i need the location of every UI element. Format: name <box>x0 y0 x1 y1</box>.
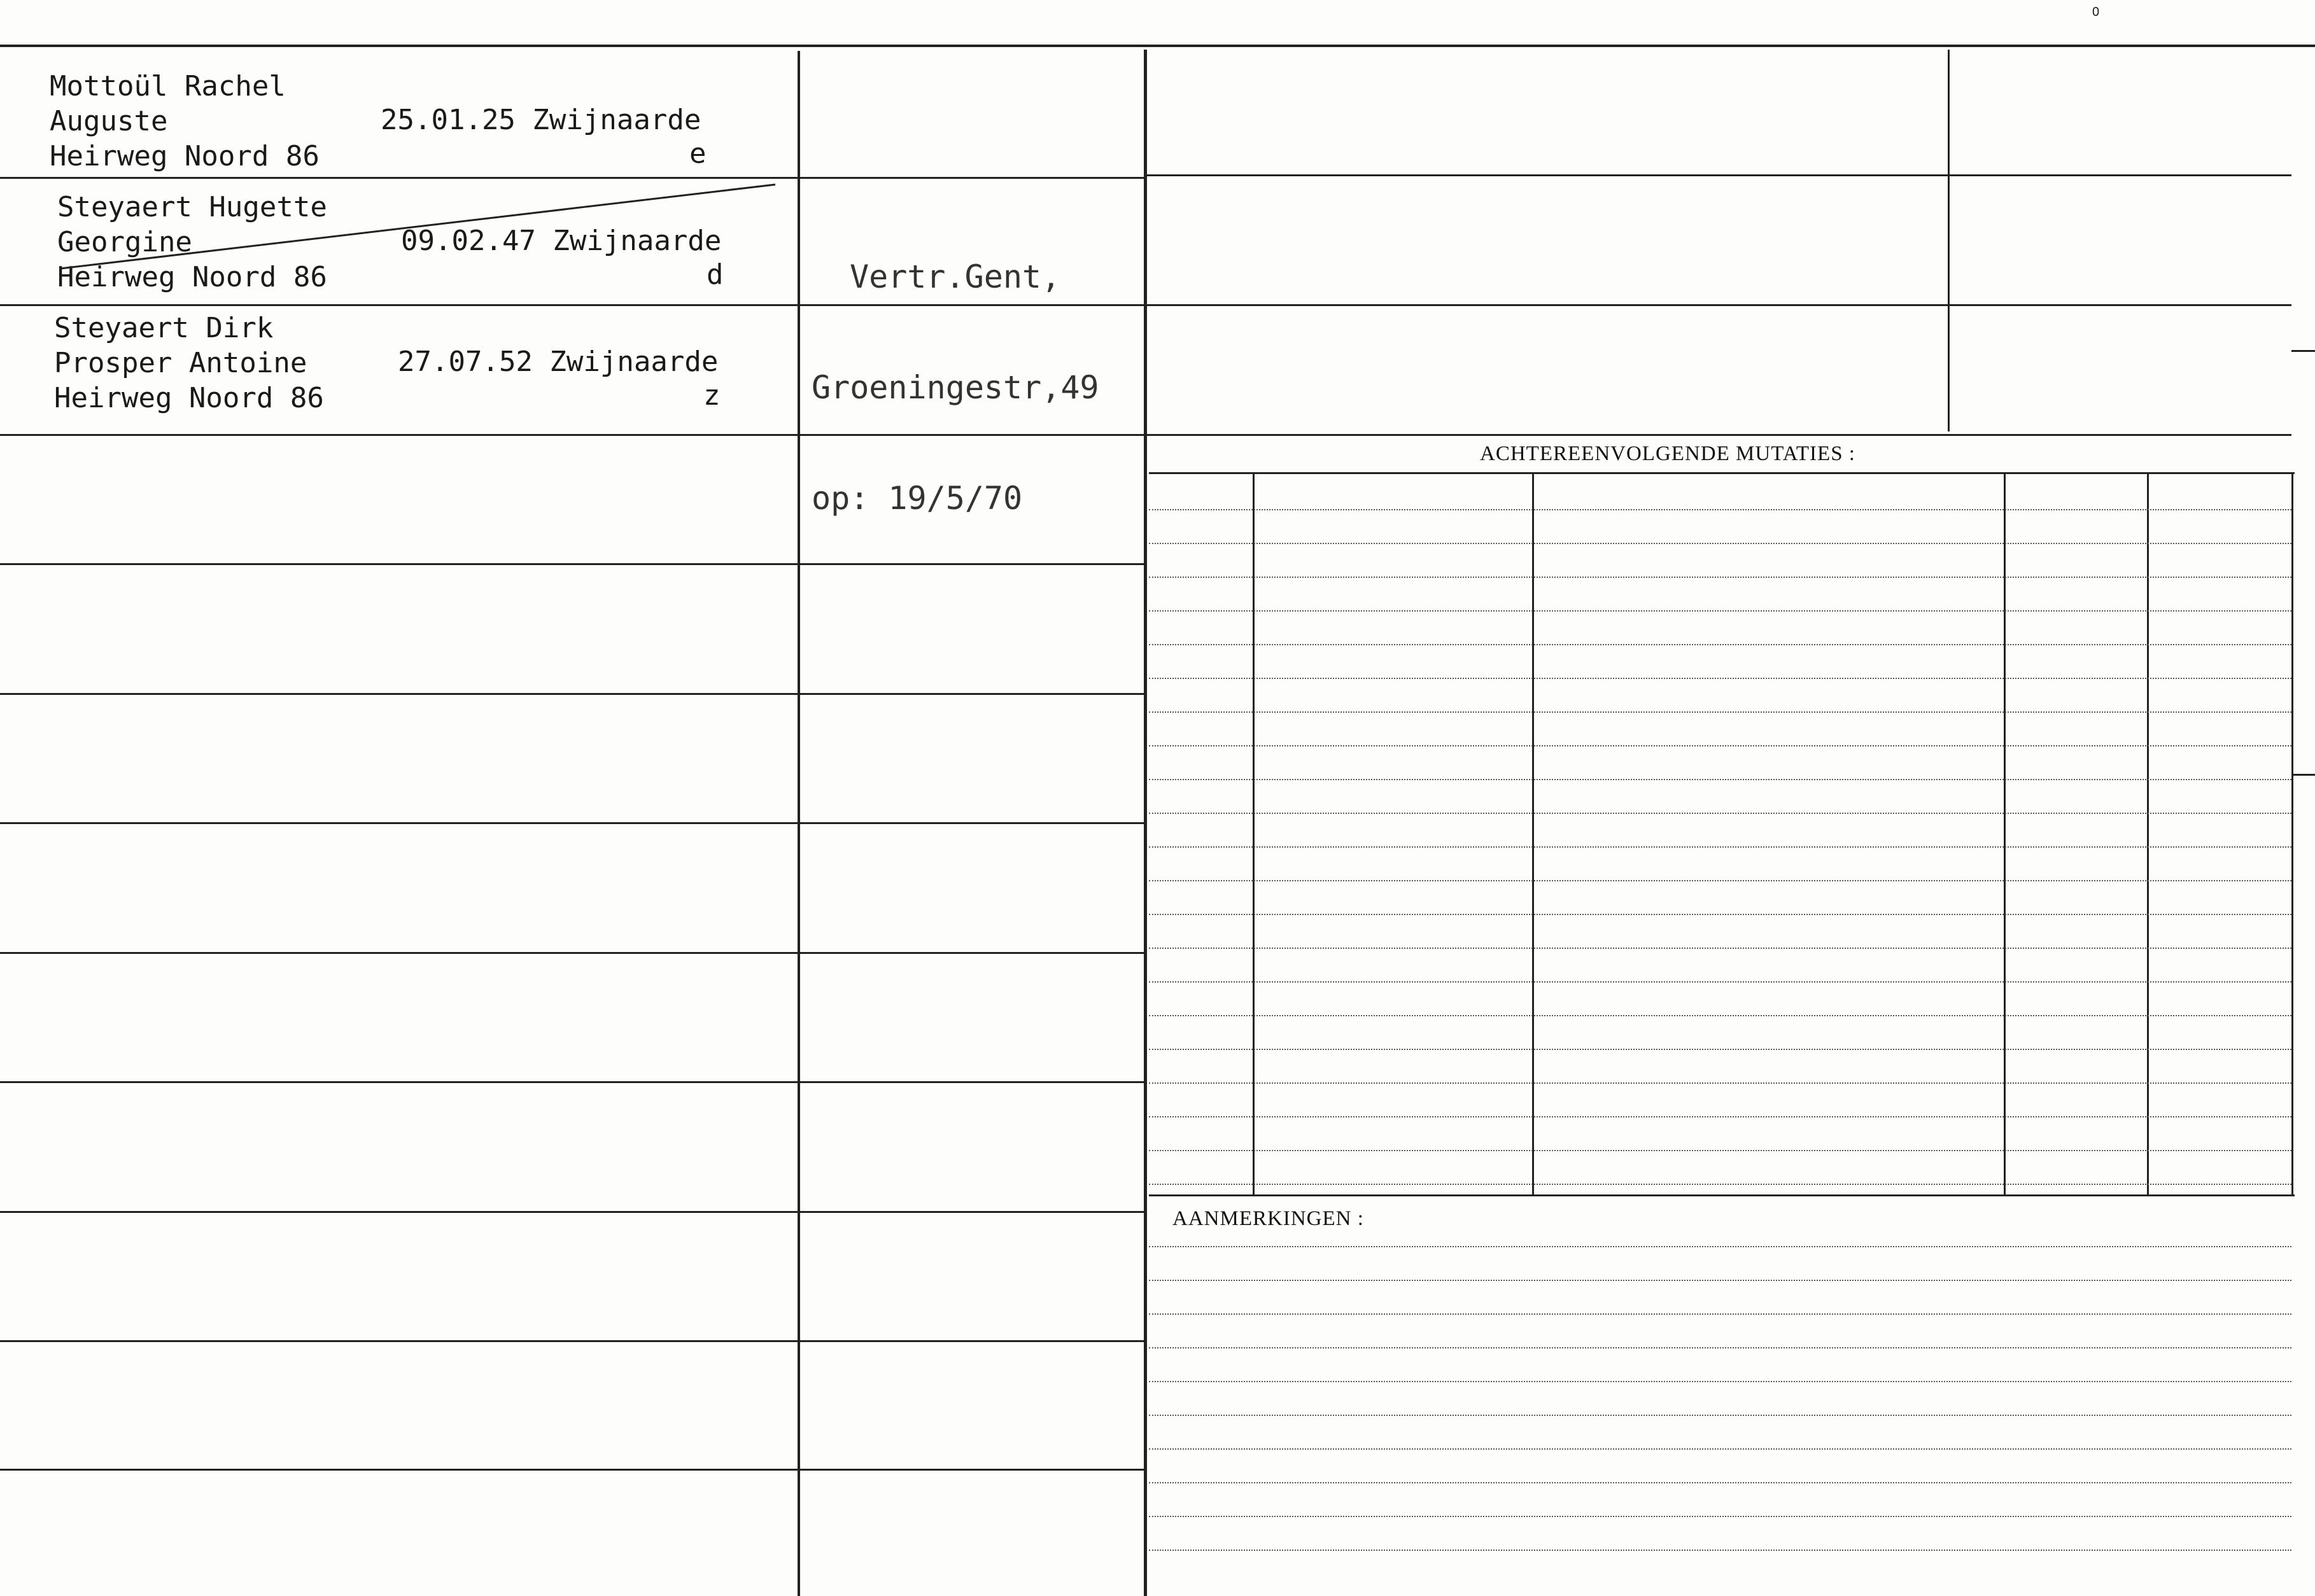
ruled-line <box>1149 1381 2291 1382</box>
ruled-line <box>1149 1550 2291 1551</box>
departure-note <box>812 185 1099 554</box>
mutations-column <box>1532 474 1534 1195</box>
resident-name: Steyaert Dirk Prosper Antoine Heirweg Noord 86 <box>54 312 324 414</box>
ruled-line <box>1149 1313 2291 1315</box>
ruled-line <box>1149 1150 2291 1151</box>
remarks-heading: AANMERKINGEN : <box>1172 1207 1364 1230</box>
ruled-line <box>1149 1049 2291 1050</box>
ruled-line <box>1149 1246 2291 1247</box>
ruled-line <box>1149 1415 2291 1416</box>
ruled-line <box>1149 745 2291 746</box>
resident-name: Steyaert Hugette Georgine Heirweg Noord 86 <box>57 191 327 293</box>
ruled-line <box>1149 644 2291 645</box>
mutations-column <box>2147 474 2149 1195</box>
ruled-line <box>1149 914 2291 915</box>
ruled-line <box>1149 1184 2291 1185</box>
relation-code: e <box>689 137 707 170</box>
ruled-line <box>1149 1347 2291 1348</box>
mutations-column <box>2291 474 2293 1195</box>
ruled-line <box>1149 509 2291 510</box>
ruled-line <box>1149 948 2291 949</box>
resident-birth: 09.02.47 Zwijnaarde <box>401 225 722 257</box>
resident-birth: 25.01.25 Zwijnaarde <box>381 104 701 136</box>
ruled-line <box>1149 711 2291 713</box>
ruled-line <box>1149 1015 2291 1016</box>
mutations-top-rule <box>1149 472 2295 474</box>
ruled-line <box>1149 1448 2291 1450</box>
ruled-line <box>1149 779 2291 780</box>
mutations-column <box>2004 474 2006 1195</box>
departure-line: Vertr.Gent, <box>850 258 1061 295</box>
mutations-heading: ACHTEREENVOLGENDE MUTATIES : <box>1480 442 1855 465</box>
relation-code: z <box>703 379 721 412</box>
ruled-line <box>1149 1280 2291 1281</box>
mutations-column <box>1253 474 1255 1195</box>
ruled-line <box>1149 1516 2291 1517</box>
ruled-line <box>1149 1116 2291 1117</box>
ruled-line <box>1149 610 2291 612</box>
resident-birth: 27.07.52 Zwijnaarde <box>398 346 719 378</box>
mutations-bottom-rule <box>1149 1194 2295 1196</box>
ruled-line <box>1149 577 2291 578</box>
ruled-line <box>1149 543 2291 544</box>
page-marker: 0 <box>2092 5 2100 19</box>
ruled-line <box>1149 981 2291 983</box>
ruled-line <box>1149 846 2291 848</box>
ruled-line <box>1149 880 2291 881</box>
ruled-line <box>1149 1482 2291 1483</box>
ruled-line <box>1149 813 2291 814</box>
departure-line: Groeningestr,49 <box>812 369 1099 406</box>
departure-line: op: 19/5/70 <box>812 480 1023 517</box>
relation-code: d <box>707 258 724 291</box>
ruled-line <box>1149 1082 2291 1084</box>
resident-name: Mottoül Rachel Auguste Heirweg Noord 86 <box>50 70 320 172</box>
ruled-line <box>1149 678 2291 679</box>
